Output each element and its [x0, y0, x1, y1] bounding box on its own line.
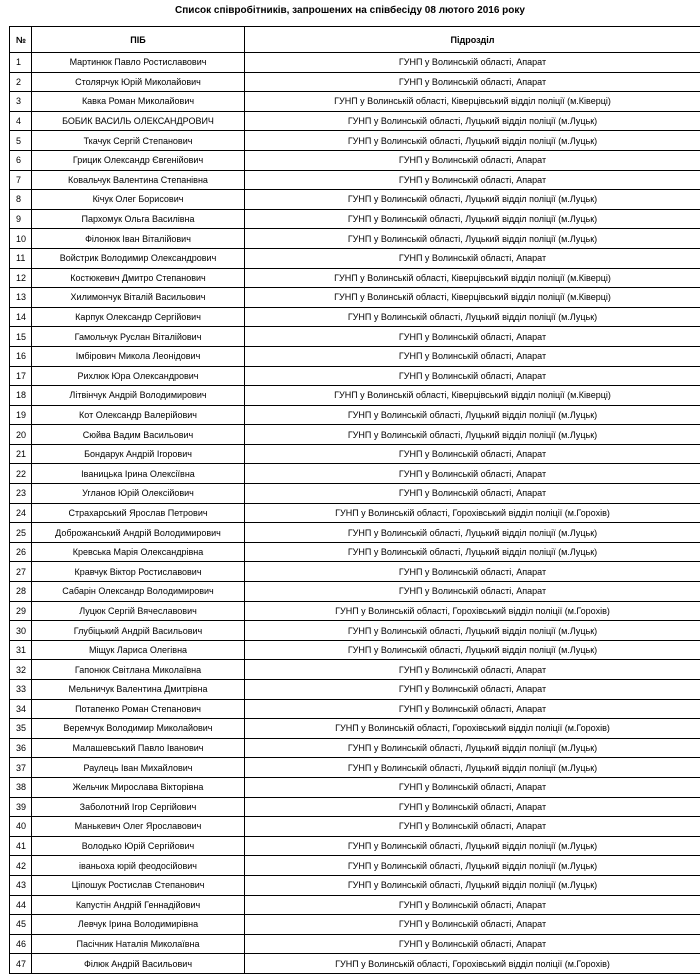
table-row — [10, 542, 700, 562]
department: ГУНП у Волинській області, Луцький відділ поліції (м.Луцьк) — [245, 190, 700, 210]
employee-name: Глубіцький Андрій Васильович — [32, 621, 245, 641]
row-number: 39 — [10, 797, 32, 817]
table-row — [10, 190, 700, 210]
department: ГУНП у Волинській області, Апарат — [245, 150, 700, 170]
employee-name: Іваницька Ірина Олексіївна — [32, 464, 245, 484]
department: ГУНП у Волинській області, Апарат — [245, 170, 700, 190]
employee-name: Левчук Ірина Володимирівна — [32, 915, 245, 935]
employee-name: Столярчук Юрій Миколайович — [32, 72, 245, 92]
department: ГУНП у Волинській області, Ківерцівський відділ поліції (м.Ківерці) — [245, 92, 700, 112]
table-row — [10, 464, 700, 484]
department: ГУНП у Волинській області, Горохівський відділ поліції (м.Горохів) — [245, 503, 700, 523]
table-row — [10, 425, 700, 445]
row-number: 37 — [10, 758, 32, 778]
department: ГУНП у Волинській області, Апарат — [245, 777, 700, 797]
employee-name: Войстрик Володимир Олександрович — [32, 248, 245, 268]
table-row — [10, 111, 700, 131]
row-number: 41 — [10, 836, 32, 856]
row-number: 13 — [10, 288, 32, 308]
table-row — [10, 640, 700, 660]
department: ГУНП у Волинській області, Апарат — [245, 660, 700, 680]
table-row — [10, 131, 700, 151]
employee-table — [9, 26, 700, 974]
table-row — [10, 797, 700, 817]
header-name: ПІБ — [32, 27, 245, 53]
table-row — [10, 915, 700, 935]
table-row — [10, 934, 700, 954]
table-row — [10, 719, 700, 739]
department: ГУНП у Волинській області, Апарат — [245, 464, 700, 484]
table-row — [10, 248, 700, 268]
employee-name: Кревська Марія Олександрівна — [32, 542, 245, 562]
employee-name: Імбірович Микола Леонідович — [32, 346, 245, 366]
employee-name: Ціпошук Ростислав Степанович — [32, 875, 245, 895]
department: ГУНП у Волинській області, Апарат — [245, 484, 700, 504]
row-number: 12 — [10, 268, 32, 288]
employee-name: іваньоха юрій феодосійович — [32, 856, 245, 876]
department: ГУНП у Волинській області, Апарат — [245, 366, 700, 386]
department: ГУНП у Волинській області, Ківерцівський відділ поліції (м.Ківерці) — [245, 288, 700, 308]
employee-name: Капустін Андрій Геннадійович — [32, 895, 245, 915]
row-number: 26 — [10, 542, 32, 562]
row-number: 19 — [10, 405, 32, 425]
table-row — [10, 758, 700, 778]
employee-name: Карпук Олександр Сергійович — [32, 307, 245, 327]
department: ГУНП у Волинській області, Луцький відділ поліції (м.Луцьк) — [245, 405, 700, 425]
department: ГУНП у Волинській області, Горохівський відділ поліції (м.Горохів) — [245, 954, 700, 974]
department: ГУНП у Волинській області, Апарат — [245, 699, 700, 719]
employee-name: Літвінчук Андрій Володимирович — [32, 386, 245, 406]
employee-name: Володько Юрій Сергійович — [32, 836, 245, 856]
employee-name: Міщук Лариса Олегівна — [32, 640, 245, 660]
table-row — [10, 875, 700, 895]
employee-name: Гамольчук Руслан Віталійович — [32, 327, 245, 347]
row-number: 4 — [10, 111, 32, 131]
employee-name: Раулець Іван Михайлович — [32, 758, 245, 778]
row-number: 14 — [10, 307, 32, 327]
department: ГУНП у Волинській області, Апарат — [245, 327, 700, 347]
department: ГУНП у Волинській області, Горохівський відділ поліції (м.Горохів) — [245, 719, 700, 739]
employee-name: Філюк Андрій Васильович — [32, 954, 245, 974]
row-number: 20 — [10, 425, 32, 445]
row-number: 33 — [10, 680, 32, 700]
employee-name: Малашевський Павло Іванович — [32, 738, 245, 758]
table-row — [10, 856, 700, 876]
row-number: 17 — [10, 366, 32, 386]
table-row — [10, 738, 700, 758]
employee-name: Кічук Олег Борисович — [32, 190, 245, 210]
table-row — [10, 405, 700, 425]
table-row — [10, 895, 700, 915]
employee-name: Грицик Олександр Євгенійович — [32, 150, 245, 170]
employee-name: Мартинюк Павло Ростиславович — [32, 53, 245, 73]
table-row — [10, 484, 700, 504]
row-number: 2 — [10, 72, 32, 92]
department: ГУНП у Волинській області, Ківерцівський відділ поліції (м.Ківерці) — [245, 268, 700, 288]
department: ГУНП у Волинській області, Апарат — [245, 895, 700, 915]
table-row — [10, 660, 700, 680]
employee-name: Пасічник Наталія Миколаївна — [32, 934, 245, 954]
header-row — [10, 27, 700, 53]
table-row — [10, 366, 700, 386]
row-number: 25 — [10, 523, 32, 543]
table-body — [10, 53, 700, 974]
row-number: 3 — [10, 92, 32, 112]
table-row — [10, 601, 700, 621]
row-number: 8 — [10, 190, 32, 210]
row-number: 5 — [10, 131, 32, 151]
row-number: 9 — [10, 209, 32, 229]
department: ГУНП у Волинській області, Апарат — [245, 72, 700, 92]
row-number: 1 — [10, 53, 32, 73]
row-number: 6 — [10, 150, 32, 170]
department: ГУНП у Волинській області, Апарат — [245, 582, 700, 602]
table-row — [10, 680, 700, 700]
table-row — [10, 53, 700, 73]
row-number: 27 — [10, 562, 32, 582]
row-number: 21 — [10, 444, 32, 464]
row-number: 47 — [10, 954, 32, 974]
department: ГУНП у Волинській області, Апарат — [245, 915, 700, 935]
table-row — [10, 288, 700, 308]
table-row — [10, 72, 700, 92]
row-number: 16 — [10, 346, 32, 366]
employee-name: Філонюк Іван Віталійович — [32, 229, 245, 249]
document-title: Список співробітників, запрошених на співбесіду 08 лютого 2016 року — [175, 5, 525, 16]
header-number: № — [10, 27, 32, 53]
employee-name: Гапонюк Світлана Миколаївна — [32, 660, 245, 680]
table-row — [10, 817, 700, 837]
employee-name: Хилимончук Віталій Васильович — [32, 288, 245, 308]
table-row — [10, 307, 700, 327]
employee-name: БОБИК ВАСИЛЬ ОЛЕКСАНДРОВИЧ — [32, 111, 245, 131]
department: ГУНП у Волинській області, Ківерцівський відділ поліції (м.Ківерці) — [245, 386, 700, 406]
table-row — [10, 327, 700, 347]
row-number: 40 — [10, 817, 32, 837]
department: ГУНП у Волинській області, Апарат — [245, 817, 700, 837]
row-number: 44 — [10, 895, 32, 915]
table-row — [10, 170, 700, 190]
department: ГУНП у Волинській області, Апарат — [245, 53, 700, 73]
department: ГУНП у Волинській області, Луцький відділ поліції (м.Луцьк) — [245, 542, 700, 562]
table-row — [10, 229, 700, 249]
row-number: 36 — [10, 738, 32, 758]
row-number: 29 — [10, 601, 32, 621]
table-row — [10, 523, 700, 543]
row-number: 24 — [10, 503, 32, 523]
row-number: 10 — [10, 229, 32, 249]
row-number: 42 — [10, 856, 32, 876]
department: ГУНП у Волинській області, Апарат — [245, 346, 700, 366]
department: ГУНП у Волинській області, Луцький відділ поліції (м.Луцьк) — [245, 209, 700, 229]
employee-name: Заболотний Ігор Сергійович — [32, 797, 245, 817]
department: ГУНП у Волинській області, Луцький відділ поліції (м.Луцьк) — [245, 111, 700, 131]
row-number: 7 — [10, 170, 32, 190]
department: ГУНП у Волинській області, Луцький відділ поліції (м.Луцьк) — [245, 523, 700, 543]
employee-name: Страхарський Ярослав Петрович — [32, 503, 245, 523]
row-number: 34 — [10, 699, 32, 719]
row-number: 23 — [10, 484, 32, 504]
employee-name: Кавка Роман Миколайович — [32, 92, 245, 112]
row-number: 18 — [10, 386, 32, 406]
header-department: Підрозділ — [245, 27, 700, 53]
employee-name: Костюкевич Дмитро Степанович — [32, 268, 245, 288]
employee-name: Луцюк Сергій Вячеславович — [32, 601, 245, 621]
department: ГУНП у Волинській області, Луцький відділ поліції (м.Луцьк) — [245, 229, 700, 249]
table-row — [10, 836, 700, 856]
row-number: 35 — [10, 719, 32, 739]
employee-name: Ткачук Сергій Степанович — [32, 131, 245, 151]
row-number: 15 — [10, 327, 32, 347]
employee-name: Угланов Юрій Олексійович — [32, 484, 245, 504]
employee-name: Доброжанський Андрій Володимирович — [32, 523, 245, 543]
table-row — [10, 954, 700, 974]
table-row — [10, 582, 700, 602]
department: ГУНП у Волинській області, Луцький відділ поліції (м.Луцьк) — [245, 621, 700, 641]
row-number: 32 — [10, 660, 32, 680]
row-number: 31 — [10, 640, 32, 660]
row-number: 30 — [10, 621, 32, 641]
table-row — [10, 209, 700, 229]
employee-name: Сюйва Вадим Васильович — [32, 425, 245, 445]
table-row — [10, 386, 700, 406]
employee-name: Кот Олександр Валерійович — [32, 405, 245, 425]
row-number: 43 — [10, 875, 32, 895]
table-row — [10, 562, 700, 582]
employee-name: Потапенко Роман Степанович — [32, 699, 245, 719]
table-header — [10, 27, 700, 53]
employee-name: Кравчук Віктор Ростиславович — [32, 562, 245, 582]
department: ГУНП у Волинській області, Луцький відділ поліції (м.Луцьк) — [245, 758, 700, 778]
row-number: 38 — [10, 777, 32, 797]
employee-name: Ковальчук Валентина Степанівна — [32, 170, 245, 190]
table-row — [10, 346, 700, 366]
table-row — [10, 268, 700, 288]
department: ГУНП у Волинській області, Луцький відділ поліції (м.Луцьк) — [245, 836, 700, 856]
table-row — [10, 444, 700, 464]
department: ГУНП у Волинській області, Апарат — [245, 562, 700, 582]
department: ГУНП у Волинській області, Луцький відділ поліції (м.Луцьк) — [245, 307, 700, 327]
row-number: 28 — [10, 582, 32, 602]
table-row — [10, 92, 700, 112]
employee-name: Мельничук Валентина Дмитрівна — [32, 680, 245, 700]
department: ГУНП у Волинській області, Апарат — [245, 934, 700, 954]
table-row — [10, 150, 700, 170]
table-row — [10, 699, 700, 719]
row-number: 22 — [10, 464, 32, 484]
department: ГУНП у Волинській області, Луцький відділ поліції (м.Луцьк) — [245, 131, 700, 151]
department: ГУНП у Волинській області, Луцький відділ поліції (м.Луцьк) — [245, 738, 700, 758]
employee-name: Бондарук Андрій Ігорович — [32, 444, 245, 464]
department: ГУНП у Волинській області, Луцький відділ поліції (м.Луцьк) — [245, 425, 700, 445]
table-row — [10, 777, 700, 797]
department: ГУНП у Волинській області, Луцький відділ поліції (м.Луцьк) — [245, 856, 700, 876]
row-number: 11 — [10, 248, 32, 268]
table-row — [10, 503, 700, 523]
employee-name: Сабарін Олександр Володимирович — [32, 582, 245, 602]
department: ГУНП у Волинській області, Луцький відділ поліції (м.Луцьк) — [245, 640, 700, 660]
row-number: 45 — [10, 915, 32, 935]
employee-name: Жельчик Мирослава Вікторівна — [32, 777, 245, 797]
employee-name: Манькевич Олег Ярославович — [32, 817, 245, 837]
department: ГУНП у Волинській області, Луцький відділ поліції (м.Луцьк) — [245, 875, 700, 895]
employee-name: Пархомук Ольга Василівна — [32, 209, 245, 229]
employee-name: Рихлюк Юра Олександрович — [32, 366, 245, 386]
table-row — [10, 621, 700, 641]
row-number: 46 — [10, 934, 32, 954]
department: ГУНП у Волинській області, Апарат — [245, 248, 700, 268]
employee-name: Веремчук Володимир Миколайович — [32, 719, 245, 739]
department: ГУНП у Волинській області, Апарат — [245, 444, 700, 464]
department: ГУНП у Волинській області, Горохівський відділ поліції (м.Горохів) — [245, 601, 700, 621]
department: ГУНП у Волинській області, Апарат — [245, 680, 700, 700]
department: ГУНП у Волинській області, Апарат — [245, 797, 700, 817]
